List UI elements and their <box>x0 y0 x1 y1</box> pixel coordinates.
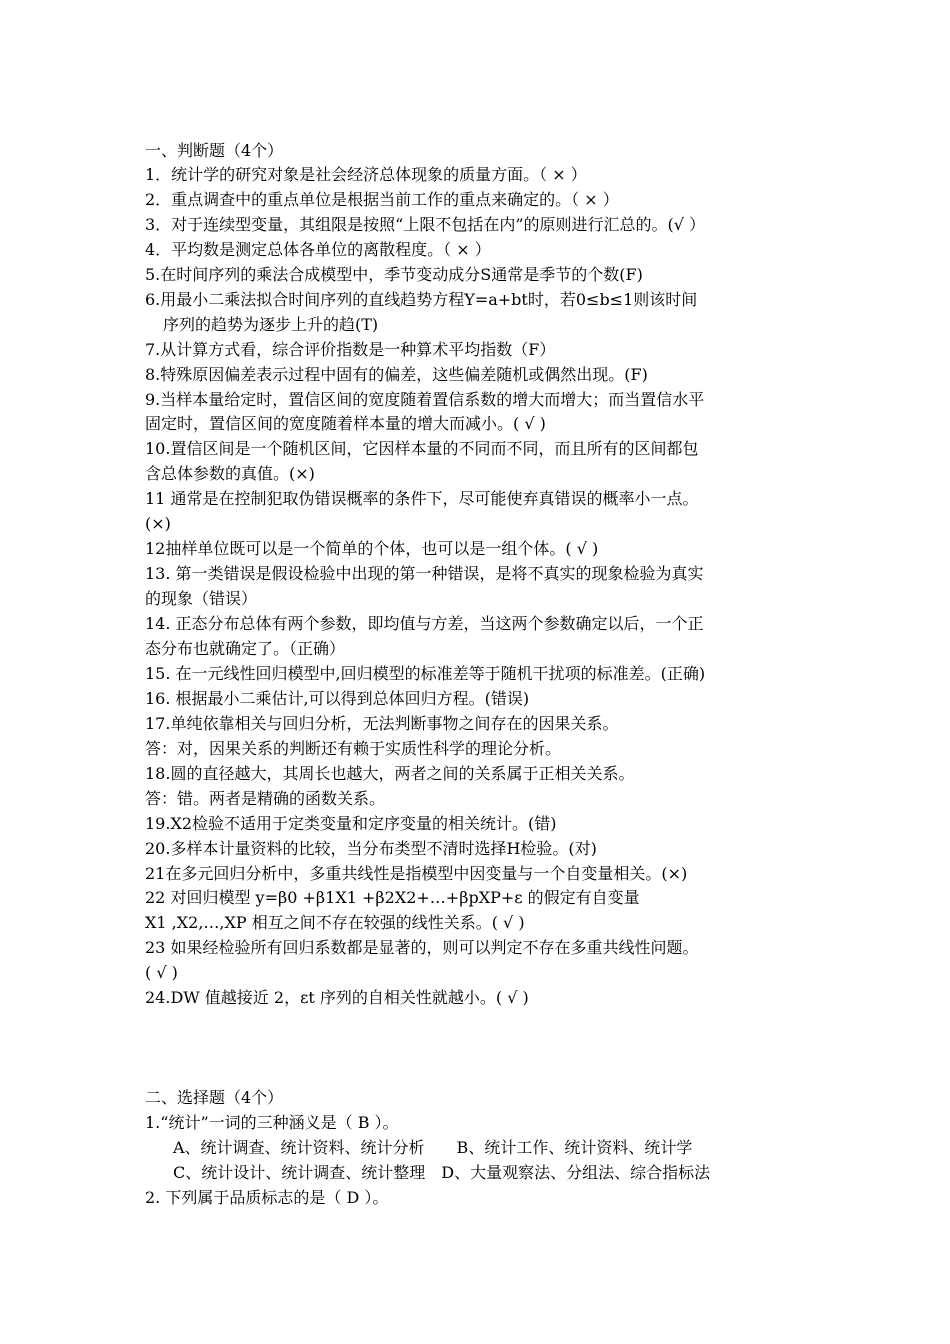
question-line: 16. 根据最小二乘估计,可以得到总体回归方程。(错误) <box>145 689 530 708</box>
question-line: 7.从计算方式看，综合评价指数是一种算术平均指数（F） <box>145 340 556 359</box>
question-line: 固定时，置信区间的宽度随着样本量的增大而减小。( √ ) <box>145 414 546 433</box>
question-line: 1.“统计”一词的三种涵义是（ B ）。 <box>145 1113 399 1132</box>
question-line: 2. 下列属于品质标志的是（ D ）。 <box>145 1188 389 1207</box>
question-line: 1．统计学的研究对象是社会经济总体现象的质量方面。（ × ） <box>145 165 587 184</box>
question-line: 20.多样本计量资料的比较，当分布类型不清时选择H检验。(对) <box>145 839 597 858</box>
question-line: 答：错。两者是精确的函数关系。 <box>145 789 386 808</box>
question-line: 12抽样单位既可以是一个简单的个体，也可以是一组个体。( √ ) <box>145 539 599 558</box>
question-line: 的现象（错误） <box>145 589 258 608</box>
question-line: 13. 第一类错误是假设检验中出现的第一种错误，是将不真实的现象检验为真实 <box>145 564 704 583</box>
question-line: 8.特殊原因偏差表示过程中固有的偏差，这些偏差随机或偶然出现。(F) <box>145 365 648 384</box>
question-line: 3．对于连续型变量，其组限是按照“上限不包括在内”的原则进行汇总的。(√ ） <box>145 215 706 234</box>
question-line: 18.圆的直径越大，其周长也越大，两者之间的关系属于正相关关系。 <box>145 764 635 783</box>
question-line: 11 通常是在控制犯取伪错误概率的条件下，尽可能使弃真错误的概率小一点。 <box>145 489 699 508</box>
question-line: 22 对回归模型 y=β0 +β1X1 +β2X2+…+βpXP+ε 的假定有自变量 <box>145 888 640 907</box>
question-line: 6.用最小二乘法拟合时间序列的直线趋势方程Y=a+bt时，若0≤b≤1则该时间 <box>145 290 698 309</box>
question-line: 4．平均数是测定总体各单位的离散程度。（ × ） <box>145 240 491 259</box>
question-line: ( √ ) <box>145 963 178 982</box>
question-line: 9.当样本量给定时，置信区间的宽度随着置信系数的增大而增大；而当置信水平 <box>145 390 705 409</box>
question-line: 17.单纯依靠相关与回归分析，无法判断事物之间存在的因果关系。 <box>145 714 619 733</box>
question-line: 含总体参数的真值。(×) <box>145 464 315 483</box>
section2-title: 二、选择题（4个） <box>145 1088 284 1107</box>
question-line: X1 ,X2,…,XP 相互之间不存在较强的线性关系。( √ ) <box>145 913 525 932</box>
question-line: 23 如果经检验所有回归系数都是显著的，则可以判定不存在多重共线性问题。 <box>145 938 699 957</box>
question-line: 21在多元回归分析中，多重共线性是指模型中因变量与一个自变量相关。(×) <box>145 864 688 883</box>
section1-title: 一、判断题（4个） <box>145 141 284 160</box>
question-line: 19.X2检验不适用于定类变量和定序变量的相关统计。(错) <box>145 814 557 833</box>
question-line: 15. 在一元线性回归模型中,回归模型的标准差等于随机干扰项的标准差。(正确) <box>145 664 706 683</box>
option-line: C、统计设计、统计调查、统计整理 D、大量观察法、分组法、综合指标法 <box>173 1163 711 1182</box>
question-line: 5.在时间序列的乘法合成模型中，季节变动成分S通常是季节的个数(F) <box>145 265 643 284</box>
question-line: 序列的趋势为逐步上升的趋(T) <box>163 315 379 334</box>
question-line: 10.置信区间是一个随机区间，它因样本量的不同而不同，而且所有的区间都包 <box>145 439 699 458</box>
question-line: (×) <box>145 514 171 533</box>
question-line: 答：对，因果关系的判断还有赖于实质性科学的理论分析。 <box>145 739 562 758</box>
option-line: A、统计调查、统计资料、统计分析 B、统计工作、统计资料、统计学 <box>173 1138 693 1157</box>
question-line: 2．重点调查中的重点单位是根据当前工作的重点来确定的。（ × ） <box>145 190 619 209</box>
question-line: 14. 正态分布总体有两个参数，即均值与方差，当这两个参数确定以后，一个正 <box>145 614 704 633</box>
question-line: 24.DW 值越接近 2，εt 序列的自相关性就越小。( √ ) <box>145 988 529 1007</box>
question-line: 态分布也就确定了。（正确） <box>145 639 346 658</box>
